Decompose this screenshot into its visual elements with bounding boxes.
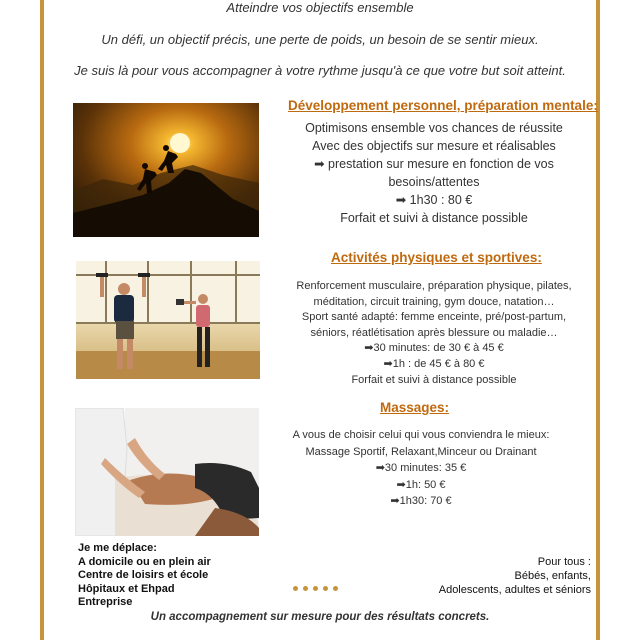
gym-training-image <box>76 261 260 379</box>
travel-locations: Je me déplace: A domicile ou en plein air Centre de loisirs et école Hôpitaux et Ehpad Entreprise <box>78 542 211 608</box>
footer-tagline: Un accompagnement sur mesure pour des résultats concrets. <box>150 611 490 623</box>
section-body-personal-development: Optimisons ensemble vos chances de réussite Avec des objectifs sur mesure et réalisables ➡ prestation sur mesure en fonction de vos besoins/attentes ➡ 1h30 : 80 € Forfait et suivi à distance possible <box>305 121 563 225</box>
section-title-personal-development: Développement personnel, préparation mentale: <box>288 98 598 113</box>
left-border <box>40 0 44 640</box>
right-border <box>596 0 600 640</box>
audience: Pour tous : Bébés, enfants, Adolescents, adultes et séniors <box>438 556 591 596</box>
intro-line-1: Un défi, un objectif précis, une perte de poids, un besoin de se sentir mieux. <box>101 32 539 47</box>
decorative-dots <box>293 586 338 591</box>
section-body-physical-activities: Renforcement musculaire, préparation physique, pilates, méditation, circuit training, gym douce, natation… Sport santé adapté: femme enceinte, pré/post-partum, séniors, réatlétisation après blessure ou maladie… ➡30 minutes: de 30 € à 45 € ➡1h : de 45 € à 80 € Forfait et suivi à distance possible <box>296 280 572 386</box>
section-title-massages: Massages: <box>380 400 450 415</box>
massage-image <box>75 408 259 536</box>
climbers-sunset-image <box>73 103 259 237</box>
section-title-physical-activities: Activités physiques et sportives: <box>331 250 542 265</box>
intro-line-2: Je suis là pour vous accompagner à votre rythme jusqu'à ce que votre but soit atteint. <box>74 63 566 78</box>
section-body-massages: A vous de choisir celui qui vous conviendra le mieux: Massage Sportif, Relaxant,Minceur ou Drainant ➡30 minutes: 35 € ➡1h: 50 € ➡1h30: 70 € <box>292 429 550 508</box>
subtitle: Atteindre vos objectifs ensemble <box>226 0 414 15</box>
